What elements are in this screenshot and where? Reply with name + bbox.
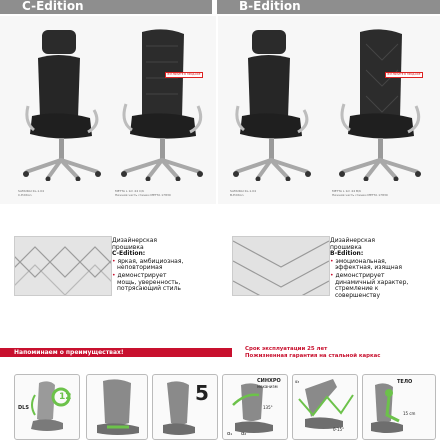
b-desc-b2-l2: динамичный характер,: [335, 278, 409, 286]
caption-c2: [115, 189, 211, 197]
angle-a3: α₃: [295, 379, 300, 384]
c-desc-head-3: C-Edition:: [112, 250, 146, 258]
five-label: 5: [195, 381, 209, 405]
b-desc-b2-l3: стремление к: [335, 285, 379, 293]
feature-card-recline: [292, 374, 358, 440]
cm-label: 15 cm: [403, 411, 416, 416]
feature-card-body: [362, 374, 436, 440]
caption-b1: [230, 189, 320, 197]
caption-c1-edition: C-Edition: [18, 193, 32, 197]
c-edition-title: C-Edition: [0, 0, 212, 14]
caption-b2-note: Нижняя часть спинки METTA 17830: [332, 193, 388, 197]
chair-image-c2: [112, 26, 208, 181]
feature-card-dls: [14, 374, 80, 440]
feature-card-five: [152, 374, 218, 440]
c-edition-description: Дизайнерская прошивка C-Edition: • яркая, амбициозная, неповторимая • демонстрирует мощь, уверенность, потрясающий стиль: [112, 238, 214, 293]
b-edition-badge: ВЗГЛЯНИТЕ В ПРОДАЖЕ: [385, 72, 423, 78]
body-label: ТЕЛО: [397, 379, 413, 385]
sync-label: СИНХРО: [257, 378, 281, 384]
promo-service-life: Срок эксплуатации 25 лет: [245, 346, 328, 352]
c-desc-b2-l2: мощь, уверенность,: [117, 278, 181, 286]
c-edition-badge: ВЗГЛЯНИТЕ В ПРОДАЖЕ: [165, 72, 203, 78]
caption-c1: [18, 189, 108, 197]
c-edition-leather-swatch: [14, 236, 112, 296]
degree-135: 135°: [263, 405, 273, 410]
b-edition-description: Дизайнерская прошивка B-Edition: • эмоциональная, эффектная, изящная • демонстрирует динамичный характер, стремление к совершенству: [330, 238, 436, 299]
caption-c2-model: METTA L 1m 44 C/K: [115, 189, 145, 193]
degree-0-15: 0-15°: [333, 427, 345, 432]
b-desc-b1-l1: эмоциональная,: [335, 257, 387, 265]
b-edition-leather-swatch: [232, 236, 330, 296]
angle-a1: α₁: [227, 431, 233, 437]
angle-a2: α₂: [241, 431, 247, 437]
years-number: 12: [59, 392, 72, 402]
c-desc-head-1: Дизайнерская: [112, 237, 157, 244]
chair-image-c1: [18, 26, 108, 181]
promo-banner: Напоминаем о преимуществах!: [0, 348, 232, 357]
chair-image-b1: [228, 26, 318, 181]
caption-b2-model: METTA L 1m 44 B/K: [332, 189, 362, 193]
feature-card-sync: [222, 374, 288, 440]
c-desc-b1-l1: яркая, амбициозная,: [117, 257, 184, 265]
b-desc-b2-l4: совершенству: [335, 291, 380, 299]
sync-sub-label: механизм: [257, 384, 278, 389]
caption-b1-model: SAMURAI KL-1.04: [230, 189, 256, 193]
recline-chair-icon: [293, 375, 358, 440]
chair-image-b2: [330, 26, 426, 181]
promo-warranty: Пожизненная гарантия на стальной каркас: [245, 353, 381, 359]
b-desc-head-1: Дизайнерская: [330, 237, 375, 244]
backrest-chair-icon: [87, 375, 148, 440]
b-desc-head-2: прошивка: [330, 243, 362, 251]
sync-mechanism-icon: [223, 375, 288, 440]
caption-c2-note: Нижняя часть спинки METTA 17830: [115, 193, 171, 197]
caption-c1-model: SAMURAI KL-1.04: [18, 189, 44, 193]
feature-card-backrest: [86, 374, 148, 440]
caption-b2: [332, 189, 432, 197]
dls-label: DLS: [18, 405, 29, 411]
b-desc-b1-l2: эффектная, изящная: [335, 264, 402, 272]
c-desc-b2-l1: демонстрирует: [117, 271, 167, 279]
c-desc-b2-l3: потрясающий стиль: [117, 285, 181, 293]
c-desc-b1-l2: неповторимая: [117, 264, 163, 272]
b-desc-head-3: B-Edition:: [330, 250, 364, 258]
b-edition-title: B-Edition: [217, 0, 440, 14]
caption-b1-edition: B-Edition: [230, 193, 244, 197]
b-desc-b2-l1: демонстрирует: [335, 271, 385, 279]
c-desc-head-2: прошивка: [112, 243, 144, 251]
